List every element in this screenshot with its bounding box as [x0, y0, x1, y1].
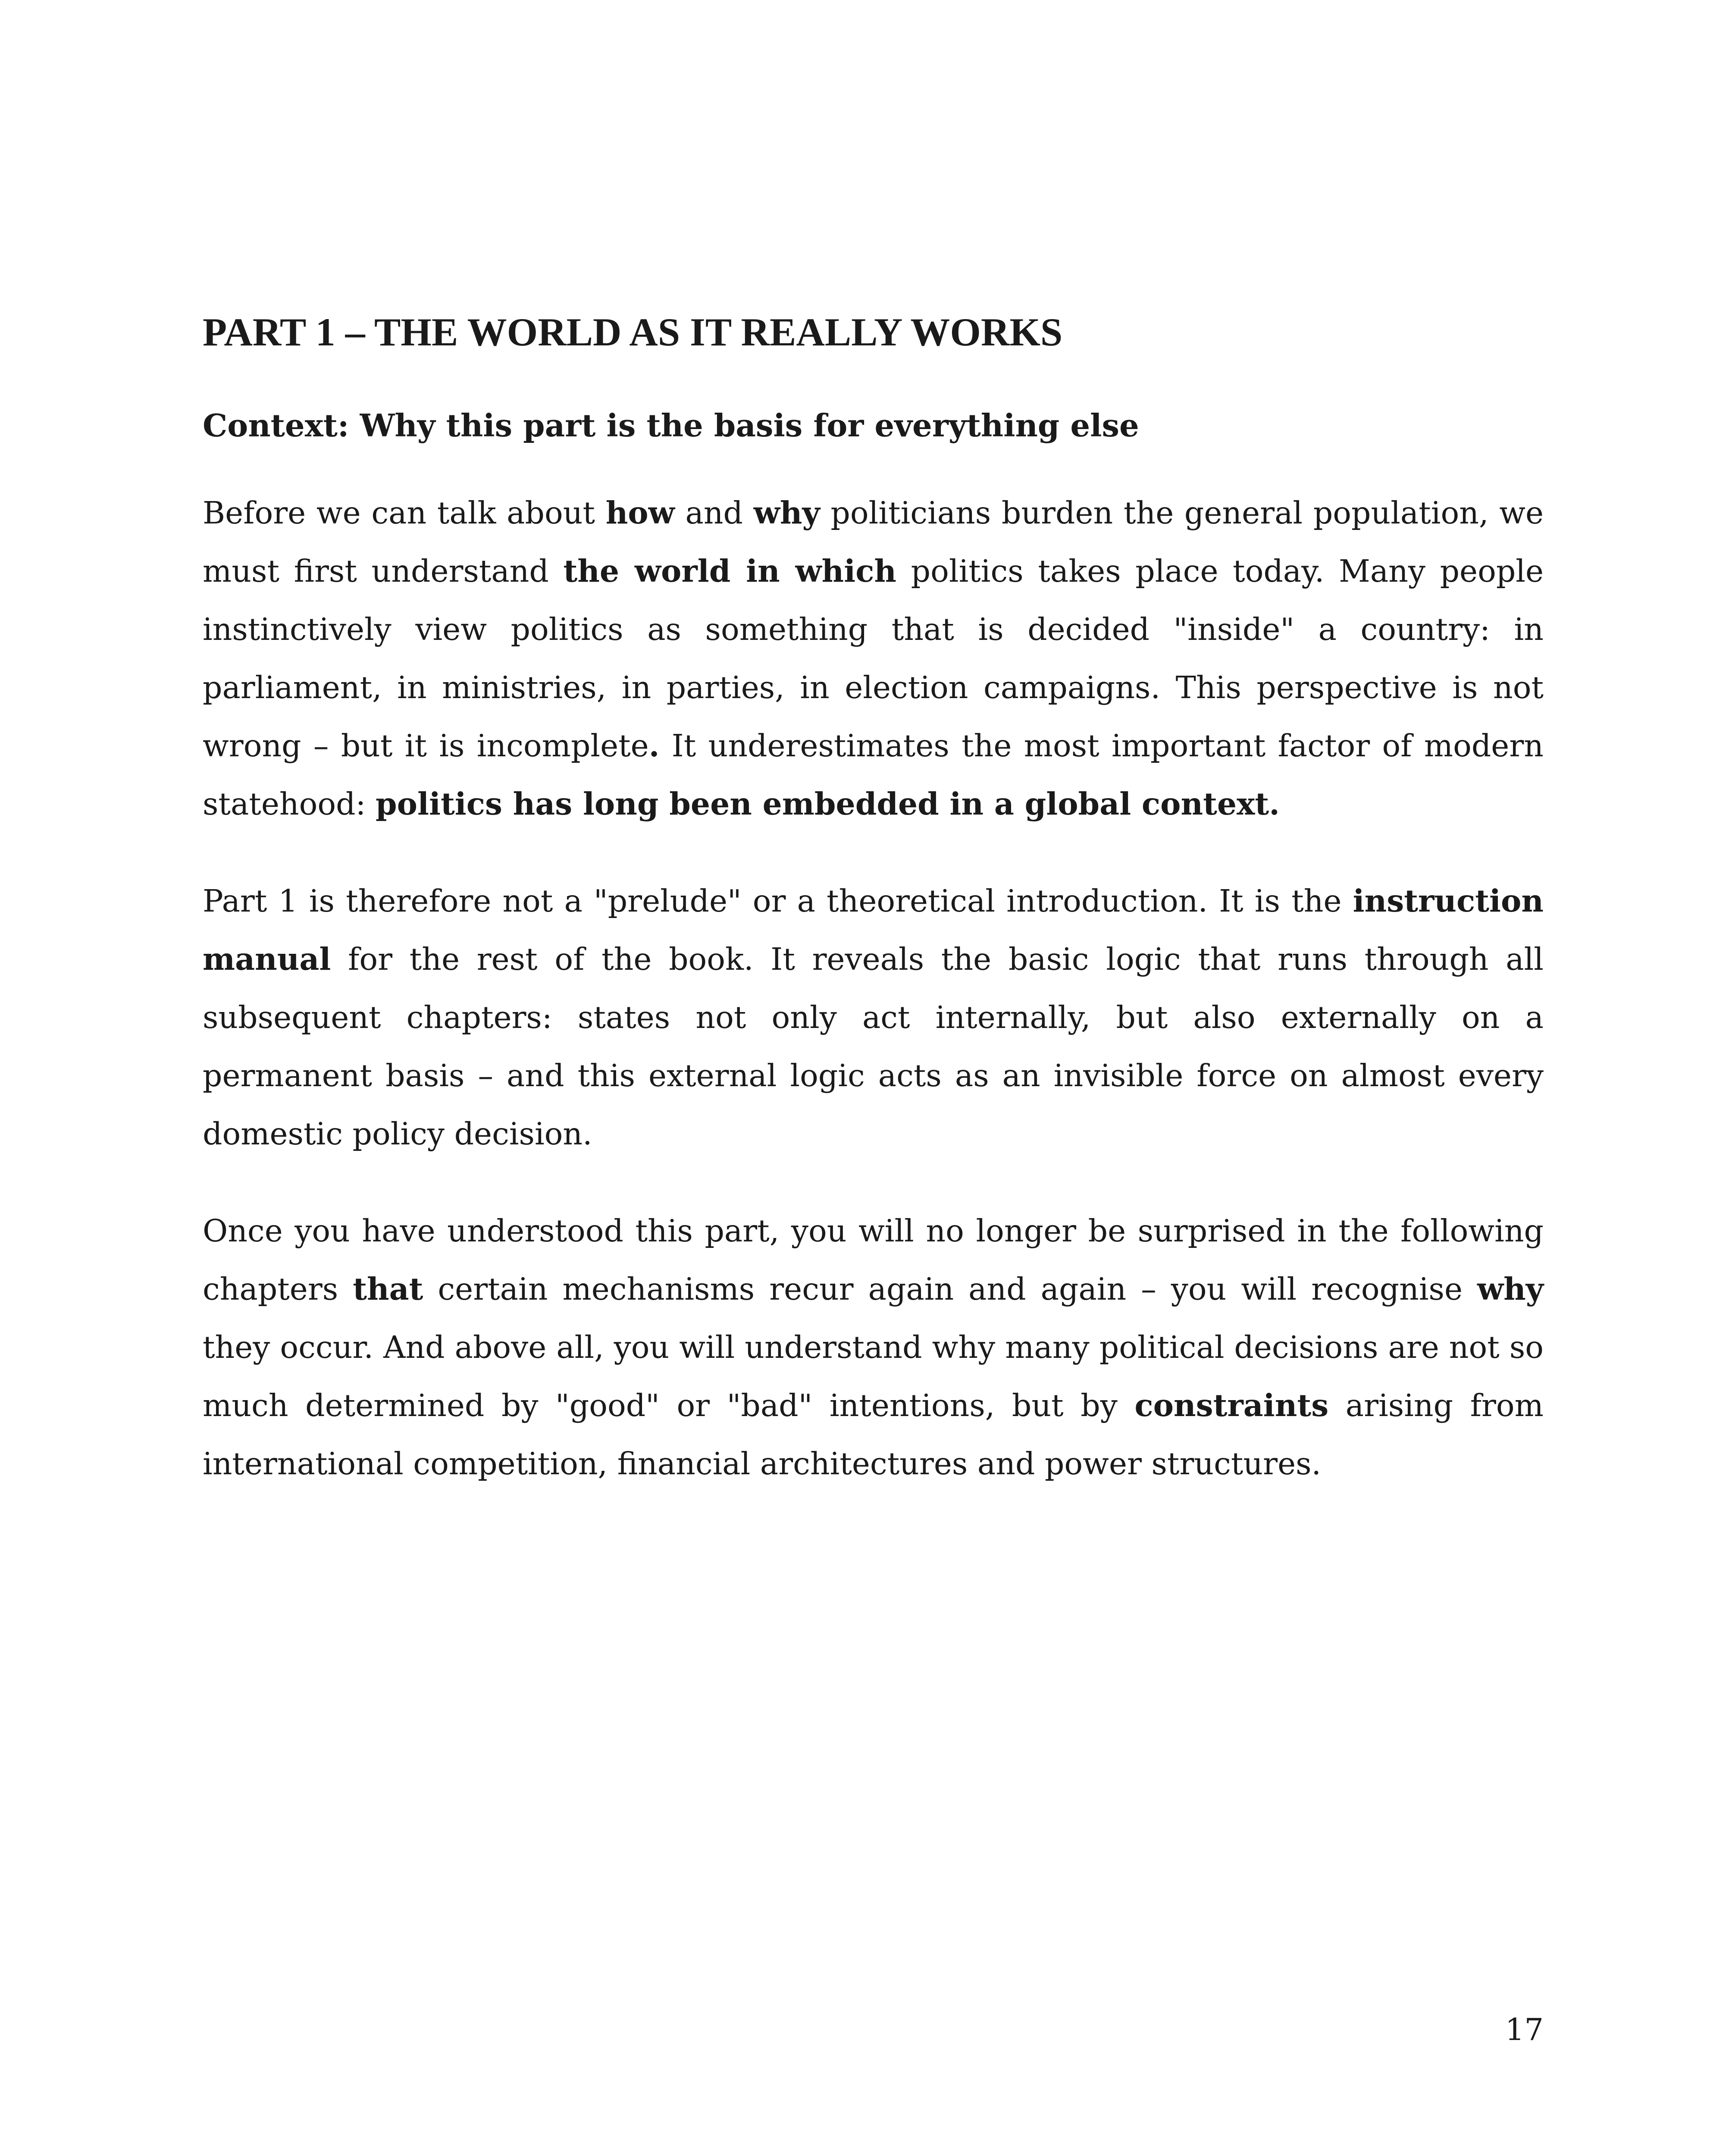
- bold-segment: how: [605, 495, 675, 531]
- text-segment: and: [674, 495, 754, 531]
- page-number: 17: [1505, 2012, 1544, 2047]
- text-segment: for the rest of the book. It reveals the basic logic that runs through all subsequent chapters: states not only act internally, but also externally on a permanent basis – and this external logic acts as an invisible force on almost every domestic policy decision.: [203, 941, 1544, 1152]
- bold-segment: that: [353, 1271, 423, 1307]
- bold-segment: the world in which: [563, 553, 897, 589]
- text-segment: politicians burden the general population, we must first understand: [203, 495, 1544, 589]
- bold-segment: why: [753, 495, 820, 531]
- text-segment: certain mechanisms recur again and again – you will recognise: [423, 1271, 1477, 1307]
- text-segment: politics takes place today. Many people instinctively view politics as something that is decided "inside" a country: in parliament, in ministries, in parties, in election campaigns. This perspective is not wrong – but it is incomplete: [203, 553, 1544, 764]
- text-segment: Once you have understood this part, you will no longer be surprised in the following chapters: [203, 1213, 1544, 1307]
- bold-segment: instruction manual: [203, 883, 1544, 977]
- text-segment: Part 1 is therefore not a "prelude" or a theoretical introduction. It is the: [203, 883, 1353, 919]
- paragraph-2: [203, 872, 1544, 1163]
- text-segment: It underestimates the most important factor of modern statehood:: [203, 728, 1544, 822]
- text-segment: they occur. And above all, you will understand why many political decisions are not so much determined by "good" or "bad" intentions, but by: [203, 1329, 1544, 1423]
- part-title: PART 1 – THE WORLD AS IT REALLY WORKS: [203, 310, 1063, 354]
- bold-segment: politics has long been embedded in a global context.: [376, 786, 1280, 822]
- section-title: Context: Why this part is the basis for everything else: [203, 407, 1139, 444]
- paragraph-3: [203, 1202, 1544, 1493]
- bold-segment: why: [1477, 1271, 1544, 1307]
- text-segment: arising from international competition, financial architectures and power structures.: [203, 1388, 1544, 1482]
- page-body: [203, 302, 1544, 1493]
- paragraph-1: [203, 484, 1544, 833]
- bold-segment: .: [648, 727, 660, 764]
- text-segment: Before we can talk about: [203, 495, 606, 531]
- bold-segment: constraints: [1134, 1387, 1329, 1423]
